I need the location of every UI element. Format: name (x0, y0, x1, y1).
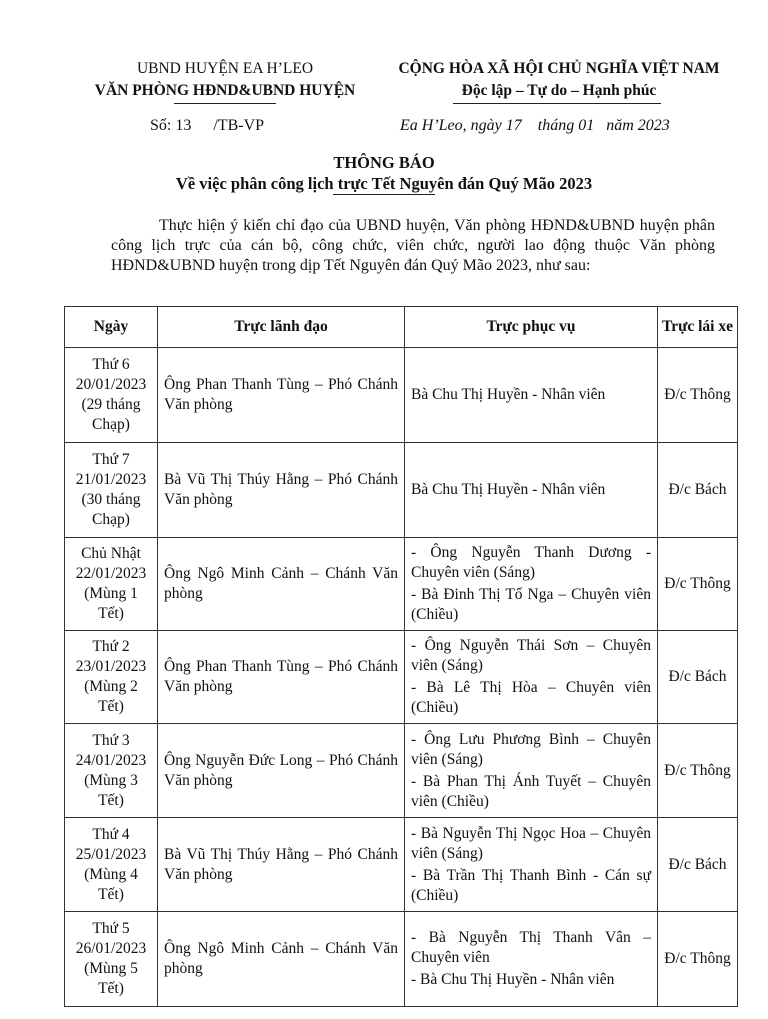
table-row (65, 538, 738, 631)
date: 22/01/2023 (75, 565, 147, 582)
doc-number-suffix: /TB-VP (213, 117, 265, 134)
driver-cell: Đ/c Bách (658, 818, 738, 912)
lunar-date: (Mùng 1 Tết) (84, 585, 138, 622)
service-cell (405, 724, 658, 818)
driver-cell: Đ/c Thông (658, 912, 738, 1007)
service-entry: Bà Chu Thị Huyền - Nhân viên (411, 386, 606, 403)
service-cell (405, 443, 658, 538)
document-title (0, 152, 768, 194)
place-and-date: Ea H’Leo, ngày 17 tháng 01 năm 2023 (400, 117, 670, 134)
driver-cell: Đ/c Bách (658, 443, 738, 538)
driver-cell: Đ/c Bách (658, 631, 738, 724)
national-header (378, 58, 740, 102)
date: 23/01/2023 (75, 658, 147, 675)
service-entry-afternoon: - Bà Phan Thị Ánh Tuyết – Chuyên viên (Chiều) (411, 772, 651, 810)
service-entry-afternoon: - Bà Lê Thị Hòa – Chuyên viên (Chiều) (411, 679, 651, 716)
lunar-date: (29 tháng Chạp) (81, 396, 141, 433)
org-underline (174, 103, 276, 104)
weekday: Thứ 5 (92, 920, 130, 937)
title-subject: Về việc phân công lịch trực Tết Nguyên đán Quý Mão 2023 (175, 174, 593, 193)
weekday: Thứ 4 (92, 825, 130, 843)
service-entry: - Bà Nguyễn Thị Thanh Vân – Chuyên viên (411, 929, 651, 966)
table-row (65, 348, 738, 443)
day-cell (65, 912, 158, 1007)
country-name: CỘNG HÒA XÃ HỘI CHỦ NGHĨA VIỆT NAM (398, 60, 720, 77)
table-row (65, 724, 738, 818)
table-header-row (65, 307, 738, 348)
day-cell (65, 818, 158, 912)
lunar-date: (Mùng 5 Tết) (84, 960, 138, 997)
day-cell (65, 631, 158, 724)
date: 26/01/2023 (75, 940, 147, 957)
leader-cell: Bà Vũ Thị Thúy Hằng – Phó Chánh Văn phòng (158, 443, 405, 538)
issuing-authority (60, 58, 390, 102)
weekday: Chủ Nhật (81, 545, 141, 562)
driver-cell: Đ/c Thông (658, 348, 738, 443)
leader-cell: Bà Vũ Thị Thúy Hằng – Phó Chánh Văn phòng (158, 818, 405, 912)
lunar-date: (Mùng 3 Tết) (84, 771, 138, 809)
col-header-driver: Trực lái xe (658, 307, 738, 348)
leader-cell: Ông Phan Thanh Tùng – Phó Chánh Văn phòng (158, 348, 405, 443)
date: 21/01/2023 (75, 471, 147, 488)
org-line-2: VĂN PHÒNG HĐND&UBND HUYỆN (94, 82, 356, 99)
lunar-date: (Mùng 2 Tết) (84, 678, 138, 715)
date: 20/01/2023 (75, 376, 147, 393)
service-entry-morning: - Ông Lưu Phương Bình – Chuyên viên (Sáng) (411, 730, 651, 768)
driver-cell: Đ/c Thông (658, 724, 738, 818)
driver-cell: Đ/c Thông (658, 538, 738, 631)
service-entry-morning: - Ông Nguyễn Thái Sơn – Chuyên viên (Sáng) (411, 637, 651, 674)
title-underline (333, 194, 435, 195)
motto-underline (453, 103, 661, 104)
table-row (65, 912, 738, 1007)
weekday: Thứ 7 (92, 451, 130, 468)
date: 25/01/2023 (75, 845, 147, 863)
lunar-date: (Mùng 4 Tết) (84, 865, 138, 903)
national-motto: Độc lập – Tự do – Hạnh phúc (461, 82, 657, 99)
org-line-1: UBND HUYỆN EA H’LEO (136, 60, 314, 77)
date: 24/01/2023 (75, 751, 147, 769)
intro-paragraph: Thực hiện ý kiến chỉ đạo của UBND huyện, Văn phòng HĐND&UBND huyện phân công lịch trực của cán bộ, công chức, viên chức, người lao động thuộc Văn phòng HĐND&UBND huyện trong dịp Tết Nguyên đán Quý Mão 2023, như sau: (111, 217, 715, 274)
service-entry: - Bà Chu Thị Huyền - Nhân viên (411, 971, 615, 988)
weekday: Thứ 2 (92, 638, 130, 655)
service-cell (405, 631, 658, 724)
service-entry: Bà Chu Thị Huyền - Nhân viên (411, 481, 606, 498)
weekday: Thứ 3 (92, 731, 130, 749)
weekday: Thứ 6 (92, 356, 130, 373)
service-cell (405, 818, 658, 912)
table-row (65, 631, 738, 724)
service-cell (405, 912, 658, 1007)
day-cell (65, 724, 158, 818)
table-row (65, 443, 738, 538)
service-entry-morning: - Ông Nguyễn Thanh Dương - Chuyên viên (Sáng) (411, 544, 651, 581)
day-cell (65, 443, 158, 538)
day-cell (65, 538, 158, 631)
service-cell (405, 538, 658, 631)
col-header-day: Ngày (65, 307, 158, 348)
document-number (150, 117, 264, 135)
leader-cell: Ông Phan Thanh Tùng – Phó Chánh Văn phòng (158, 631, 405, 724)
service-entry-afternoon: - Bà Đinh Thị Tố Nga – Chuyên viên (Chiều) (411, 586, 651, 623)
col-header-leader: Trực lãnh đạo (158, 307, 405, 348)
service-entry-morning: - Bà Nguyễn Thị Ngọc Hoa – Chuyên viên (Sáng) (411, 824, 651, 862)
service-entry-afternoon: - Bà Trần Thị Thanh Bình - Cán sự (Chiều) (411, 866, 651, 904)
service-cell (405, 348, 658, 443)
table-row (65, 818, 738, 912)
title-main: THÔNG BÁO (333, 153, 435, 172)
leader-cell: Ông Ngô Minh Cảnh – Chánh Văn phòng (158, 538, 405, 631)
leader-cell: Ông Ngô Minh Cảnh – Chánh Văn phòng (158, 912, 405, 1007)
leader-cell: Ông Nguyễn Đức Long – Phó Chánh Văn phòng (158, 724, 405, 818)
col-header-service: Trực phục vụ (405, 307, 658, 348)
lunar-date: (30 tháng Chạp) (81, 491, 141, 528)
duty-schedule-table (64, 306, 738, 1007)
doc-number-label: Số: 13 (150, 117, 192, 134)
day-cell (65, 348, 158, 443)
